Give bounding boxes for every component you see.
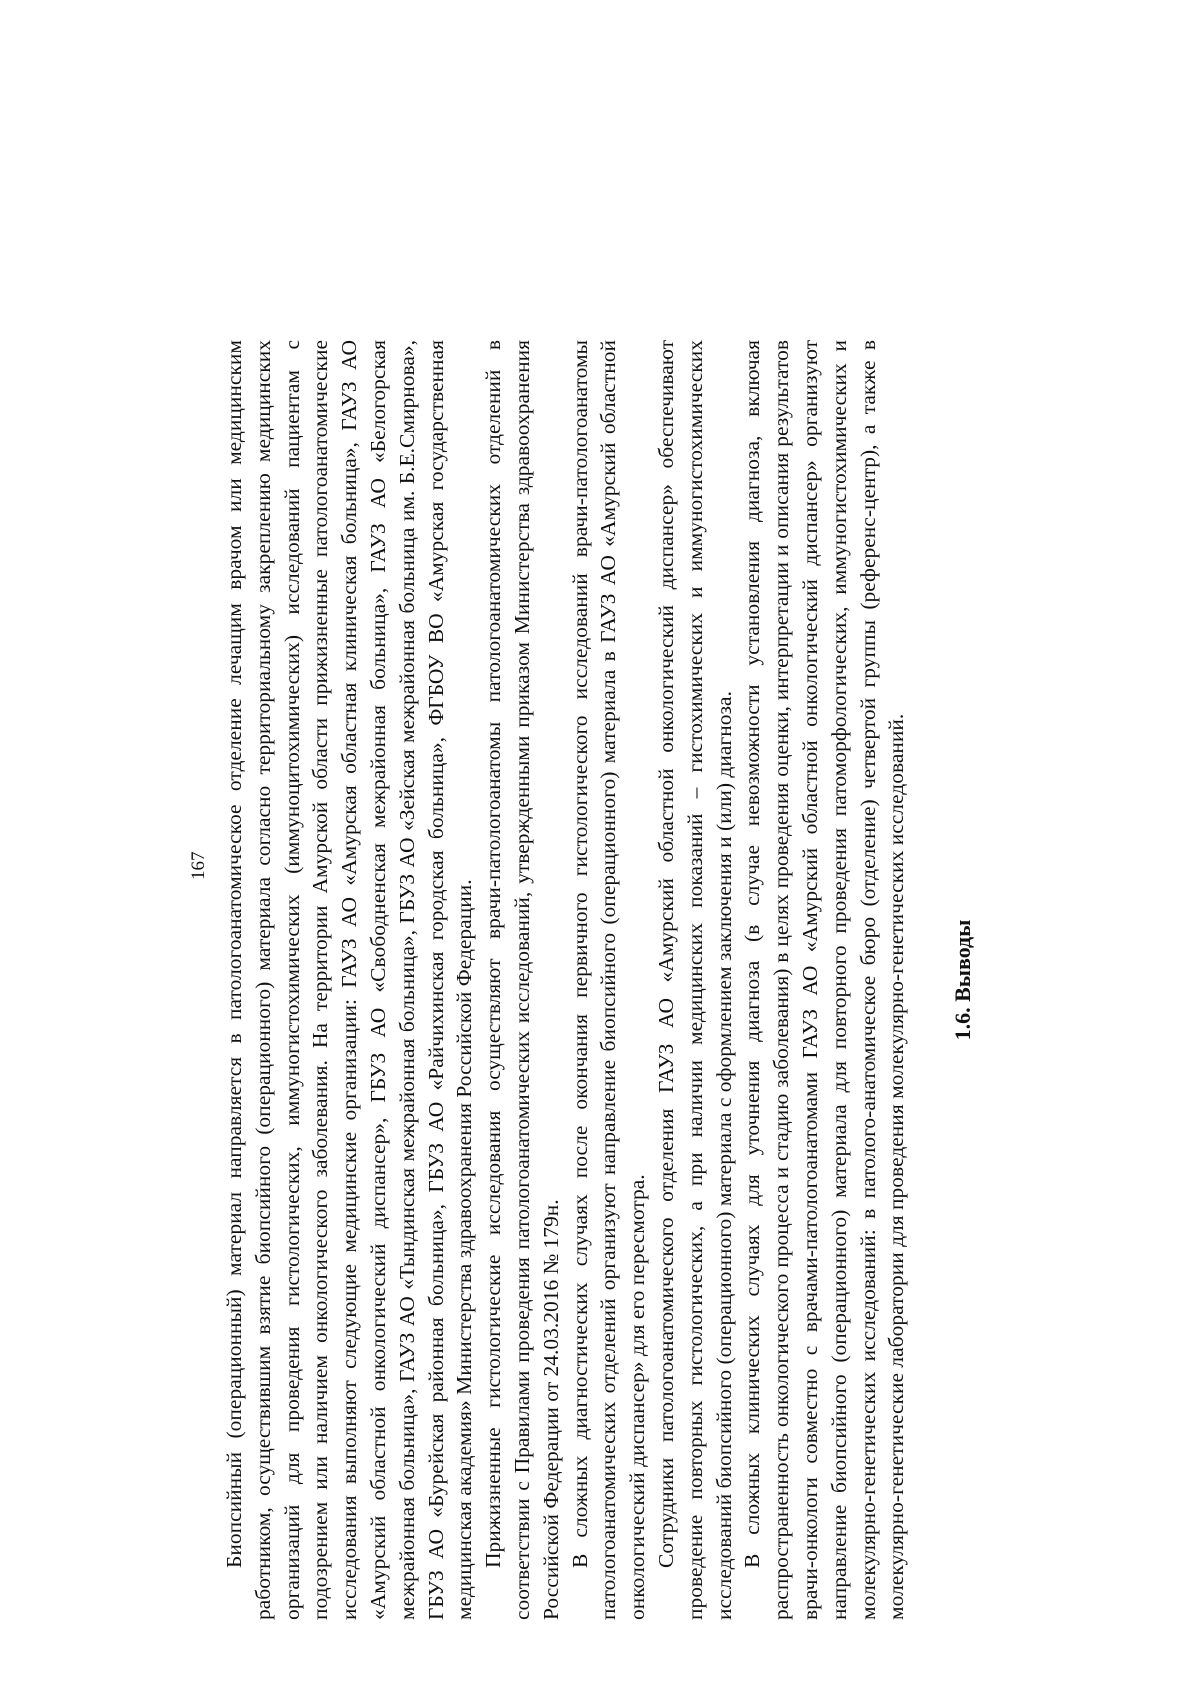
paragraph-staff-review: Сотрудники патологоанатомического отделения ГАУЗ АО «Амурский областной онкологический диспансер» обеспечивают проведение повторных гистологических, а при наличии медицинских показаний – гистохимических и иммуногистохимических исследований биопсийного (операционного) материала с оформлением заключения и (или) диагноза.: [653, 340, 736, 1620]
paragraph-complex-cases: В сложных диагностических случаях после окончания первичного гистологического исследований врачи-патологоанатомы патологоанатомических отделений организуют направление биопсийного (операционного) материала в ГАУЗ АО «Амурский областной онкологический диспансер» для его пересмотра.: [567, 340, 650, 1620]
page-number: 167: [188, 851, 209, 880]
paragraph-clinical-cases: В сложных клинических случаях для уточнения диагноза (в случае невозможности установления диагноза, включая распространенность онкологического процесса и стадию заболевания) в целях проведения оценки, интерпретации и описания результатов врачи-онкологи совместно с врачами-патологоанатомами ГАУЗ АО «Амурский областной онкологический диспансер» организуют направление биопсийного (операционного) материала для повторного проведения патоморфологических, иммуногистохимических и молекулярно-генетических исследований: в патолого-анатомическое бюро (отделение) четвертой группы (референс-центр), а также в молекулярно-генетические лаборатории для проведения молекулярно-генетических исследований.: [740, 340, 909, 1620]
paragraph-histology-studies: Прижизненные гистологические исследования осуществляют врачи-патологоанатомы патологоанатомических отделений в соответствии с Правилами проведения патологоанатомических исследований, утвержденными приказом Министерства здравоохранения Российской Федерации от 24.03.2016 № 179н.: [481, 340, 563, 1620]
text-column: [220, 340, 1000, 1620]
section-heading: 1.6. Выводы: [950, 919, 976, 1041]
rotated-content: [90, 30, 1110, 1670]
paragraph-biopsy-referral: Биопсийный (операционный) материал направляется в патологоанатомическое отделение лечащим врачом или медицинским работником, осуществившим взятие биопсийного (операционного) материала согласно территориальному закреплению медицинских организаций для проведения гистологических, иммуногистохимических (иммуноцитохимических) исследований пациентам с подозрением или наличием онкологического заболевания. На территории Амурской области прижизненные патологоанатомические исследования выполняют следующие медицинские организации: ГАУЗ АО «Амурская областная клиническая больница», ГАУЗ АО «Амурский областной онкологический диспансер», ГБУЗ АО «Свободненская межрайонная больница», ГАУЗ АО «Белогорская межрайонная больница», ГАУЗ АО «Тындинская межрайонная больница», ГБУЗ АО «Зейская межрайонная больница им. Б.Е.Смирнова», ГБУЗ АО «Бурейская районная больница», ГБУЗ АО «Райчихинская городская больница», ФГБОУ ВО «Амурская государственная медицинская академия» Министерства здравоохранения Российской Федерации.: [222, 340, 477, 1620]
